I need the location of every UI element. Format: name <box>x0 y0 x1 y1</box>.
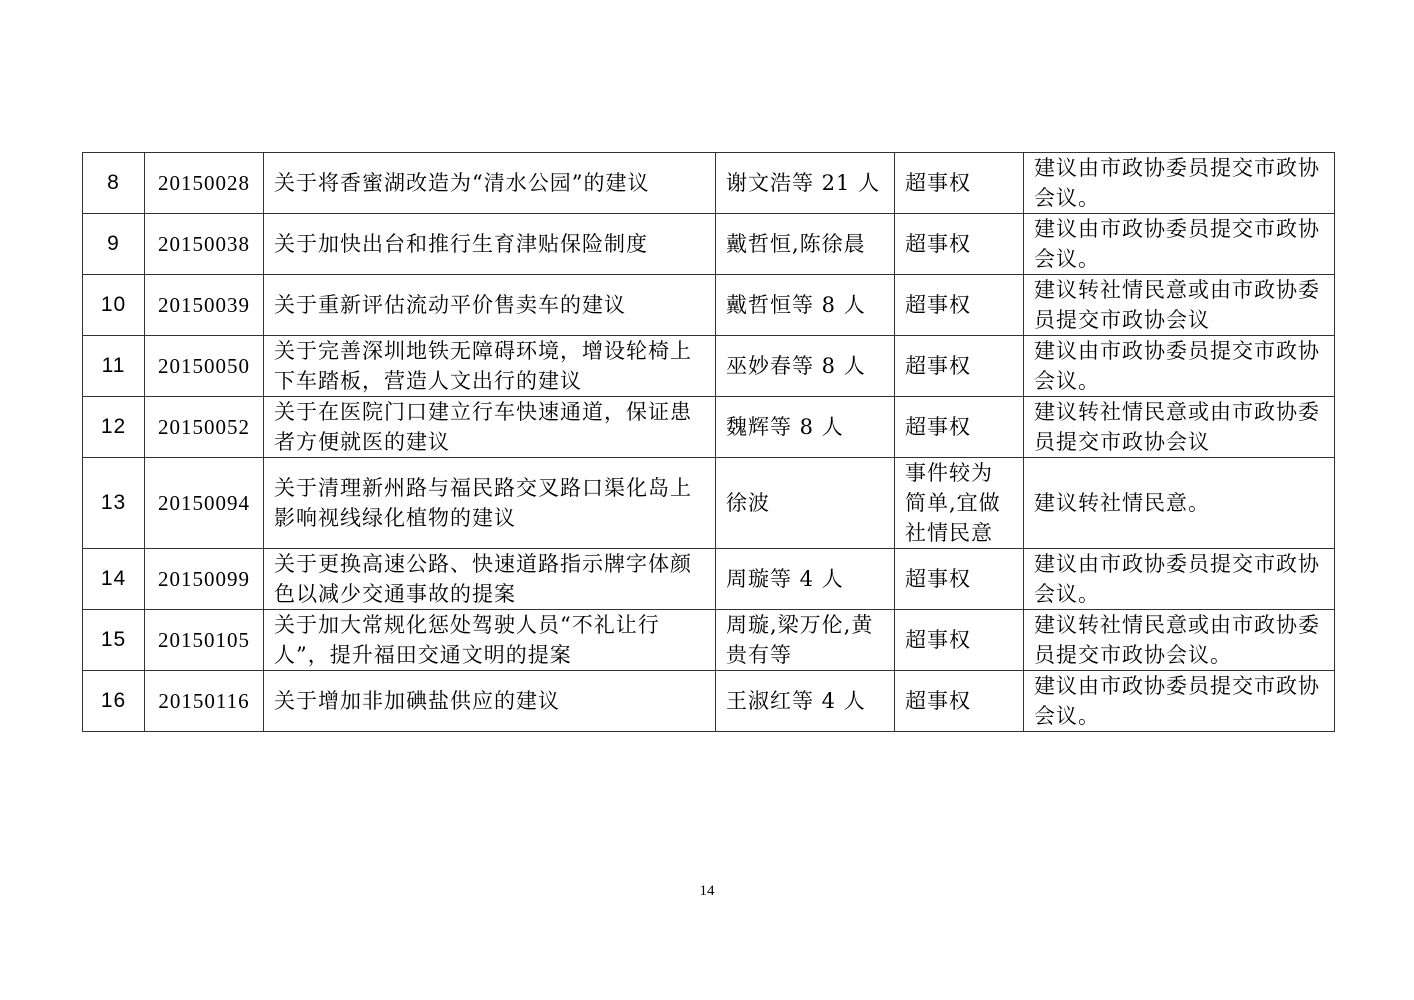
handling-opinion: 建议转社情民意。 <box>1024 458 1335 549</box>
handling-opinion: 建议转社情民意或由市政协委员提交市政协会议。 <box>1024 610 1335 671</box>
category: 事件较为简单,宜做社情民意 <box>895 458 1024 549</box>
proposer: 徐波 <box>716 458 895 549</box>
category: 超事权 <box>895 610 1024 671</box>
proposal-id: 20150116 <box>145 671 264 732</box>
proposer: 王淑红等 4 人 <box>716 671 895 732</box>
row-number: 10 <box>83 275 145 336</box>
proposal-title: 关于增加非加碘盐供应的建议 <box>264 671 716 732</box>
proposer: 戴哲恒,陈徐晨 <box>716 214 895 275</box>
proposal-title: 关于将香蜜湖改造为“清水公园”的建议 <box>264 153 716 214</box>
table-row <box>83 671 1335 732</box>
proposer: 周璇,梁万伦,黄贵有等 <box>716 610 895 671</box>
table-row <box>83 397 1335 458</box>
row-number: 14 <box>83 549 145 610</box>
proposal-title: 关于完善深圳地铁无障碍环境，增设轮椅上下车踏板，营造人文出行的建议 <box>264 336 716 397</box>
proposal-id: 20150039 <box>145 275 264 336</box>
row-number: 8 <box>83 153 145 214</box>
row-number: 16 <box>83 671 145 732</box>
table-row <box>83 214 1335 275</box>
proposal-id: 20150050 <box>145 336 264 397</box>
proposal-id: 20150052 <box>145 397 264 458</box>
category: 超事权 <box>895 336 1024 397</box>
row-number: 12 <box>83 397 145 458</box>
table-row <box>83 153 1335 214</box>
proposal-table <box>82 152 1335 732</box>
row-number: 9 <box>83 214 145 275</box>
handling-opinion: 建议由市政协委员提交市政协会议。 <box>1024 153 1335 214</box>
row-number: 15 <box>83 610 145 671</box>
proposal-title: 关于加快出台和推行生育津贴保险制度 <box>264 214 716 275</box>
proposal-id: 20150099 <box>145 549 264 610</box>
table-row <box>83 458 1335 549</box>
proposal-id: 20150094 <box>145 458 264 549</box>
category: 超事权 <box>895 671 1024 732</box>
handling-opinion: 建议转社情民意或由市政协委员提交市政协会议 <box>1024 275 1335 336</box>
proposer: 戴哲恒等 8 人 <box>716 275 895 336</box>
category: 超事权 <box>895 275 1024 336</box>
proposal-title: 关于重新评估流动平价售卖车的建议 <box>264 275 716 336</box>
proposal-id: 20150105 <box>145 610 264 671</box>
handling-opinion: 建议由市政协委员提交市政协会议。 <box>1024 214 1335 275</box>
handling-opinion: 建议由市政协委员提交市政协会议。 <box>1024 671 1335 732</box>
proposal-title: 关于更换高速公路、快速道路指示牌字体颜色以减少交通事故的提案 <box>264 549 716 610</box>
proposer: 魏辉等 8 人 <box>716 397 895 458</box>
handling-opinion: 建议由市政协委员提交市政协会议。 <box>1024 336 1335 397</box>
proposal-id: 20150028 <box>145 153 264 214</box>
category: 超事权 <box>895 214 1024 275</box>
row-number: 11 <box>83 336 145 397</box>
table-row <box>83 549 1335 610</box>
handling-opinion: 建议转社情民意或由市政协委员提交市政协会议 <box>1024 397 1335 458</box>
proposer: 周璇等 4 人 <box>716 549 895 610</box>
proposal-title: 关于清理新州路与福民路交叉路口渠化岛上影响视线绿化植物的建议 <box>264 458 716 549</box>
page-number: 14 <box>699 883 715 899</box>
table-row <box>83 275 1335 336</box>
handling-opinion: 建议由市政协委员提交市政协会议。 <box>1024 549 1335 610</box>
row-number: 13 <box>83 458 145 549</box>
proposal-title: 关于在医院门口建立行车快速通道，保证患者方便就医的建议 <box>264 397 716 458</box>
proposal-title: 关于加大常规化惩处驾驶人员“不礼让行人”，提升福田交通文明的提案 <box>264 610 716 671</box>
table-row <box>83 610 1335 671</box>
table-row <box>83 336 1335 397</box>
proposer: 巫妙春等 8 人 <box>716 336 895 397</box>
proposer: 谢文浩等 21 人 <box>716 153 895 214</box>
category: 超事权 <box>895 549 1024 610</box>
proposal-id: 20150038 <box>145 214 264 275</box>
category: 超事权 <box>895 397 1024 458</box>
category: 超事权 <box>895 153 1024 214</box>
